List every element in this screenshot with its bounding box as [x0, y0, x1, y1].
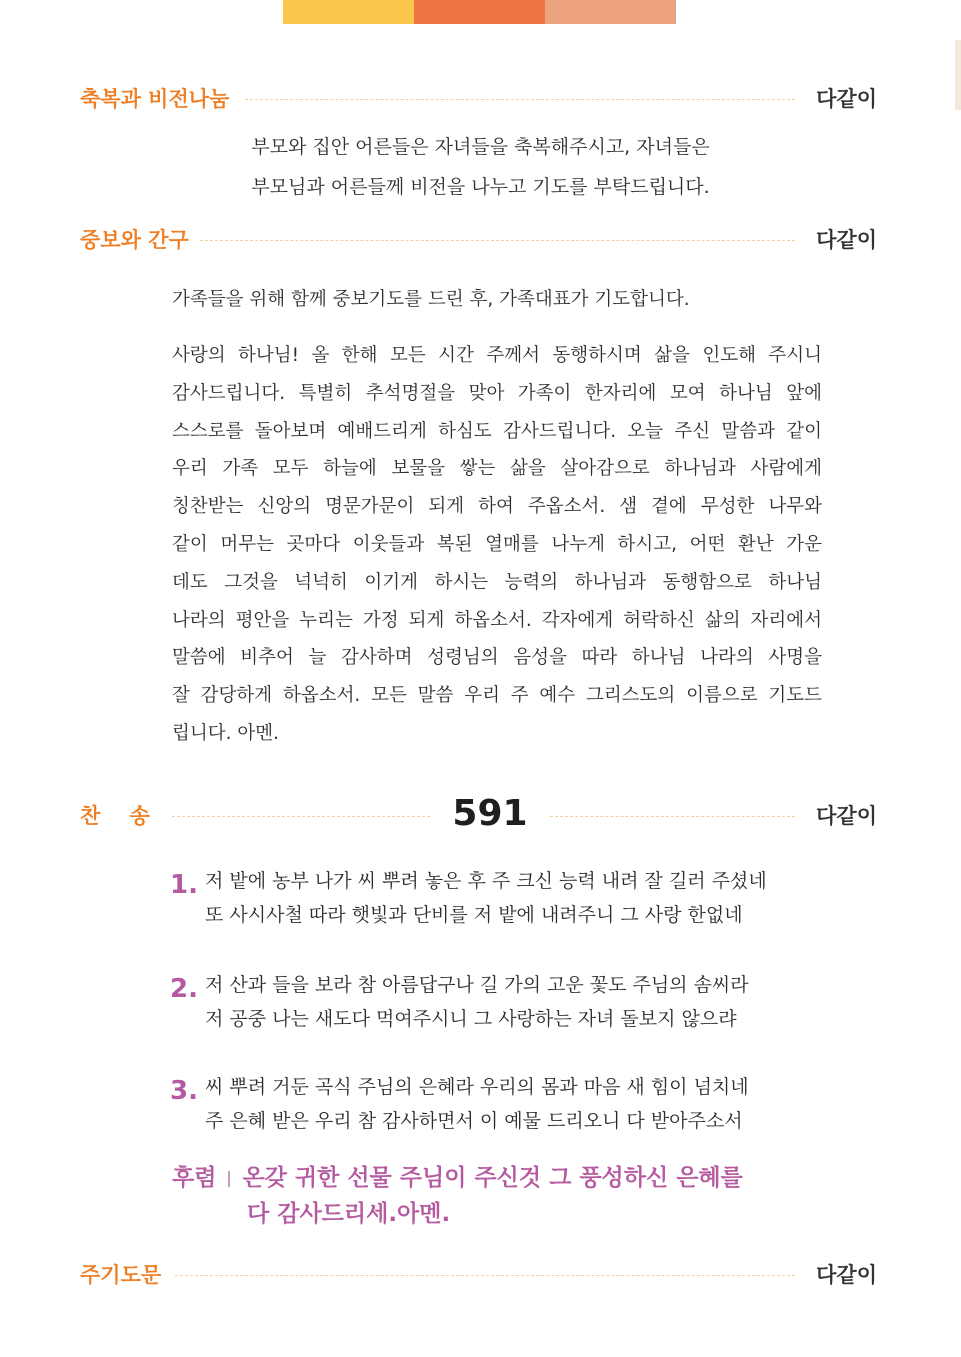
prayer-line: 사랑의 하나님! 올 한해 모든 시간 주께서 동행하시며 삶을 인도해 주시니: [172, 345, 822, 366]
dashed-rule-left: [172, 816, 430, 817]
verse-number: 3.: [170, 1076, 198, 1106]
section-header-lords-prayer: [80, 1260, 877, 1290]
hymn-number: 591: [452, 793, 528, 834]
verse-number: 1.: [170, 870, 198, 900]
prayer-line: 말씀에 비추어 늘 감사하며 성령님의 음성을 따라 하나님 나라의 사명을: [172, 647, 822, 669]
refrain-line-2: 다 감사드리세.아멘.: [247, 1201, 451, 1227]
prayer-line: 우리 가족 모두 하늘에 보물을 쌓는 삶을 살아감으로 하나님과 사람에게: [172, 458, 822, 480]
section-who-intercession: 다같이: [816, 228, 877, 252]
verse-line: 저 밭에 농부 나가 씨 뿌려 놓은 후 주 크신 능력 내려 잘 길러 주셨네: [205, 870, 767, 892]
prayer-text: [172, 337, 822, 753]
dashed-rule: [175, 1275, 795, 1276]
dashed-rule-right: [550, 816, 795, 817]
verse-line: 저 공중 나는 새도다 먹여주시니 그 사랑하는 자녀 돌보지 않으랴: [205, 1008, 737, 1030]
dashed-rule: [200, 240, 795, 241]
color-bar-segment-orange: [414, 0, 545, 24]
blessing-line: 부모님과 어른들께 비전을 나누고 기도를 부탁드립니다.: [251, 176, 710, 198]
dashed-rule: [245, 99, 795, 100]
section-title-hymn: 찬 송: [80, 804, 150, 828]
intercession-intro: 가족들을 위해 함께 중보기도를 드린 후, 가족대표가 기도합니다.: [172, 289, 690, 310]
page-edge-tab: [955, 40, 961, 110]
prayer-line: 립니다. 아멘.: [172, 722, 279, 744]
color-bar-segment-yellow: [283, 0, 414, 24]
verse-line: 또 사시사철 따라 햇빛과 단비를 저 밭에 내려주니 그 사랑 한없네: [205, 904, 743, 926]
verse-line: 저 산과 들을 보라 참 아름답구나 길 가의 고운 꽃도 주님의 솜씨라: [205, 974, 749, 996]
verse-line: 씨 뿌려 거둔 곡식 주님의 은혜라 우리의 몸과 마음 새 힘이 넘치네: [205, 1076, 749, 1098]
blessing-line: 부모와 집안 어른들은 자녀들을 축복해주시고, 자녀들은: [251, 136, 710, 158]
prayer-line: 스스로를 돌아보며 예배드리게 하심도 감사드립니다. 오늘 주신 말씀과 같이: [172, 420, 822, 442]
refrain-label: 후렴: [172, 1165, 217, 1191]
verse-line: 주 은혜 받은 우리 참 감사하면서 이 예물 드리오니 다 받아주소서: [205, 1110, 743, 1132]
top-color-bar: [283, 0, 676, 24]
section-header-blessing: [80, 84, 877, 114]
section-header-intercession: [80, 225, 877, 255]
color-bar-segment-peach: [545, 0, 676, 24]
refrain-line-1: [172, 1160, 743, 1196]
prayer-line: 같이 머무는 곳마다 이웃들과 복된 열매를 나누게 하시고, 어떤 환난 가운: [172, 533, 822, 555]
blessing-text: [0, 127, 961, 207]
hymn-refrain: [172, 1160, 743, 1232]
prayer-line: 데도 그것을 넉넉히 이기게 하시는 능력의 하나님과 동행함으로 하나님: [172, 571, 822, 593]
prayer-line: 칭찬받는 신앙의 명문가문이 되게 하여 주옵소서. 샘 곁에 무성한 나무와: [172, 496, 822, 518]
prayer-line: 나라의 평안을 누리는 가정 되게 하옵소서. 각자에게 허락하신 삶의 자리에서: [172, 609, 822, 631]
section-who-lords-prayer: 다같이: [816, 1263, 877, 1287]
section-who-blessing: 다같이: [816, 87, 877, 111]
refrain-separator: [228, 1171, 230, 1187]
section-title-lords-prayer: 주기도문: [80, 1263, 162, 1287]
prayer-line: 잘 감당하게 하옵소서. 모든 말씀 우리 주 예수 그리스도의 이름으로 기도드: [172, 685, 822, 707]
prayer-line: 감사드립니다. 특별히 추석명절을 맞아 가족이 한자리에 모여 하나님 앞에: [172, 382, 822, 404]
refrain-text: 온갖 귀한 선물 주님이 주신것 그 풍성하신 은혜를: [242, 1165, 743, 1191]
verse-number: 2.: [170, 974, 198, 1004]
section-who-hymn: 다같이: [816, 804, 877, 828]
section-title-blessing: 축복과 비전나눔: [80, 87, 230, 111]
section-title-intercession: 중보와 간구: [80, 228, 189, 252]
